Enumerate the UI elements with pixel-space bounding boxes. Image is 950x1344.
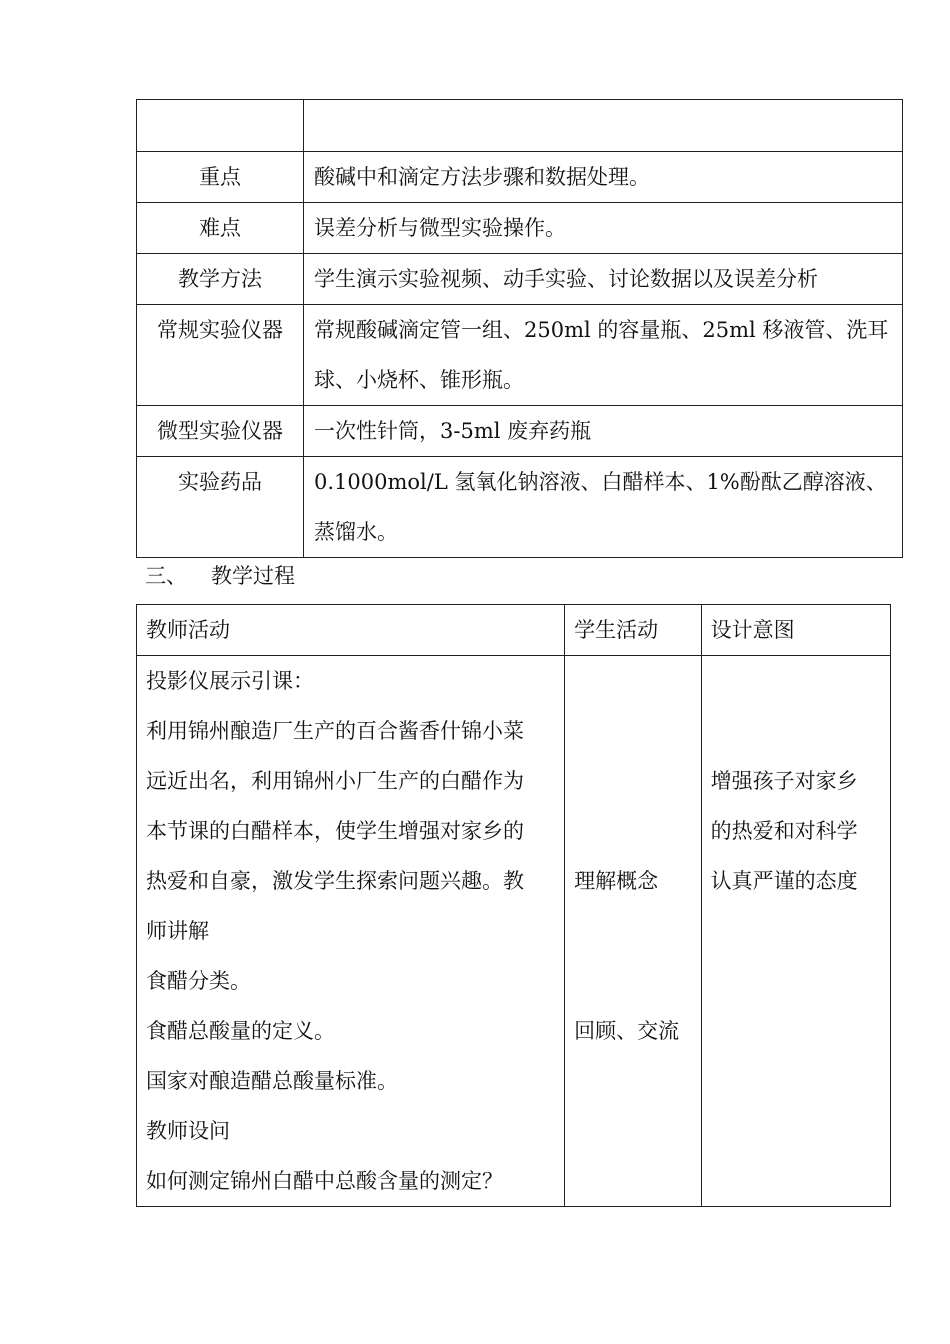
text-line [711,706,884,756]
info-value [304,100,903,152]
text-line: 0.1000mol/L 氢氧化钠溶液、白醋样本、1%酚酞乙醇溶液、 [314,470,887,494]
text-line [574,706,695,756]
text-line [711,1156,884,1206]
info-label-micro-instruments: 微型实验仪器 [137,406,304,457]
info-label-difficulties: 难点 [137,203,304,254]
text-line [711,956,884,1006]
text-line [574,806,695,856]
text-line: 回顾、交流 [574,1019,680,1043]
design-intent-cell [701,656,890,1207]
text-line: 食醋总酸量的定义。 [146,1019,335,1043]
text-line: 利用锦州酿造厂生产的百合酱香什锦小菜 [146,719,524,743]
teacher-activity-cell [137,656,565,1207]
text-line [574,1156,695,1206]
info-value-standard-instruments [304,305,903,406]
text-line: 国家对酿造醋总酸量标准。 [146,1069,398,1093]
info-value-teaching-method: 学生演示实验视频、动手实验、讨论数据以及误差分析 [304,254,903,305]
text-line: 如何测定锦州白醋中总酸含量的测定？ [146,1169,503,1193]
header-design-intent: 设计意图 [701,605,890,656]
text-line: 师讲解 [146,919,209,943]
text-line: 本节课的白醋样本，使学生增强对家乡的 [146,819,524,843]
text-line: 热爱和自豪，激发学生探索问题兴趣。教 [146,869,524,893]
text-line [711,656,884,706]
text-line: 教师设问 [146,1119,230,1143]
info-value-key-points: 酸碱中和滴定方法步骤和数据处理。 [304,152,903,203]
lesson-info-table [136,99,903,558]
text-line [574,1056,695,1106]
text-line [574,1106,695,1156]
info-value-difficulties: 误差分析与微型实验操作。 [304,203,903,254]
header-student-activity: 学生活动 [565,605,702,656]
text-line [711,1006,884,1056]
text-line [711,906,884,956]
info-value-micro-instruments: 一次性针筒，3-5ml 废弃药瓶 [304,406,903,457]
teaching-process-table [136,604,891,1207]
info-label-teaching-method: 教学方法 [137,254,304,305]
text-line: 食醋分类。 [146,969,251,993]
header-teacher-activity: 教师活动 [137,605,565,656]
text-line: 远近出名，利用锦州小厂生产的白醋作为 [146,769,524,793]
text-line [574,756,695,806]
text-line [574,656,695,706]
text-line: 认真严谨的态度 [710,869,858,893]
text-line: 蒸馏水。 [314,520,398,544]
text-line: 球、小烧杯、锥形瓶。 [314,368,524,392]
info-label [137,100,304,152]
text-line: 常规酸碱滴定管一组、250ml 的容量瓶、25ml 移液管、洗耳 [314,318,889,342]
text-line [574,906,695,956]
text-line [711,1106,884,1156]
info-value-reagents [304,457,903,558]
text-line [711,1056,884,1106]
section-title: 教学过程 [211,564,295,588]
student-activity-cell [565,656,702,1207]
section-number: 三、 [145,564,187,588]
text-line: 增强孩子对家乡 [710,769,858,793]
info-label-standard-instruments: 常规实验仪器 [137,305,304,406]
section-heading [145,558,295,594]
info-label-reagents: 实验药品 [137,457,304,558]
text-line: 的热爱和对科学 [710,819,858,843]
text-line: 投影仪展示引课： [146,669,314,693]
info-label-key-points: 重点 [137,152,304,203]
text-line [574,956,695,1006]
text-line: 理解概念 [574,869,659,893]
